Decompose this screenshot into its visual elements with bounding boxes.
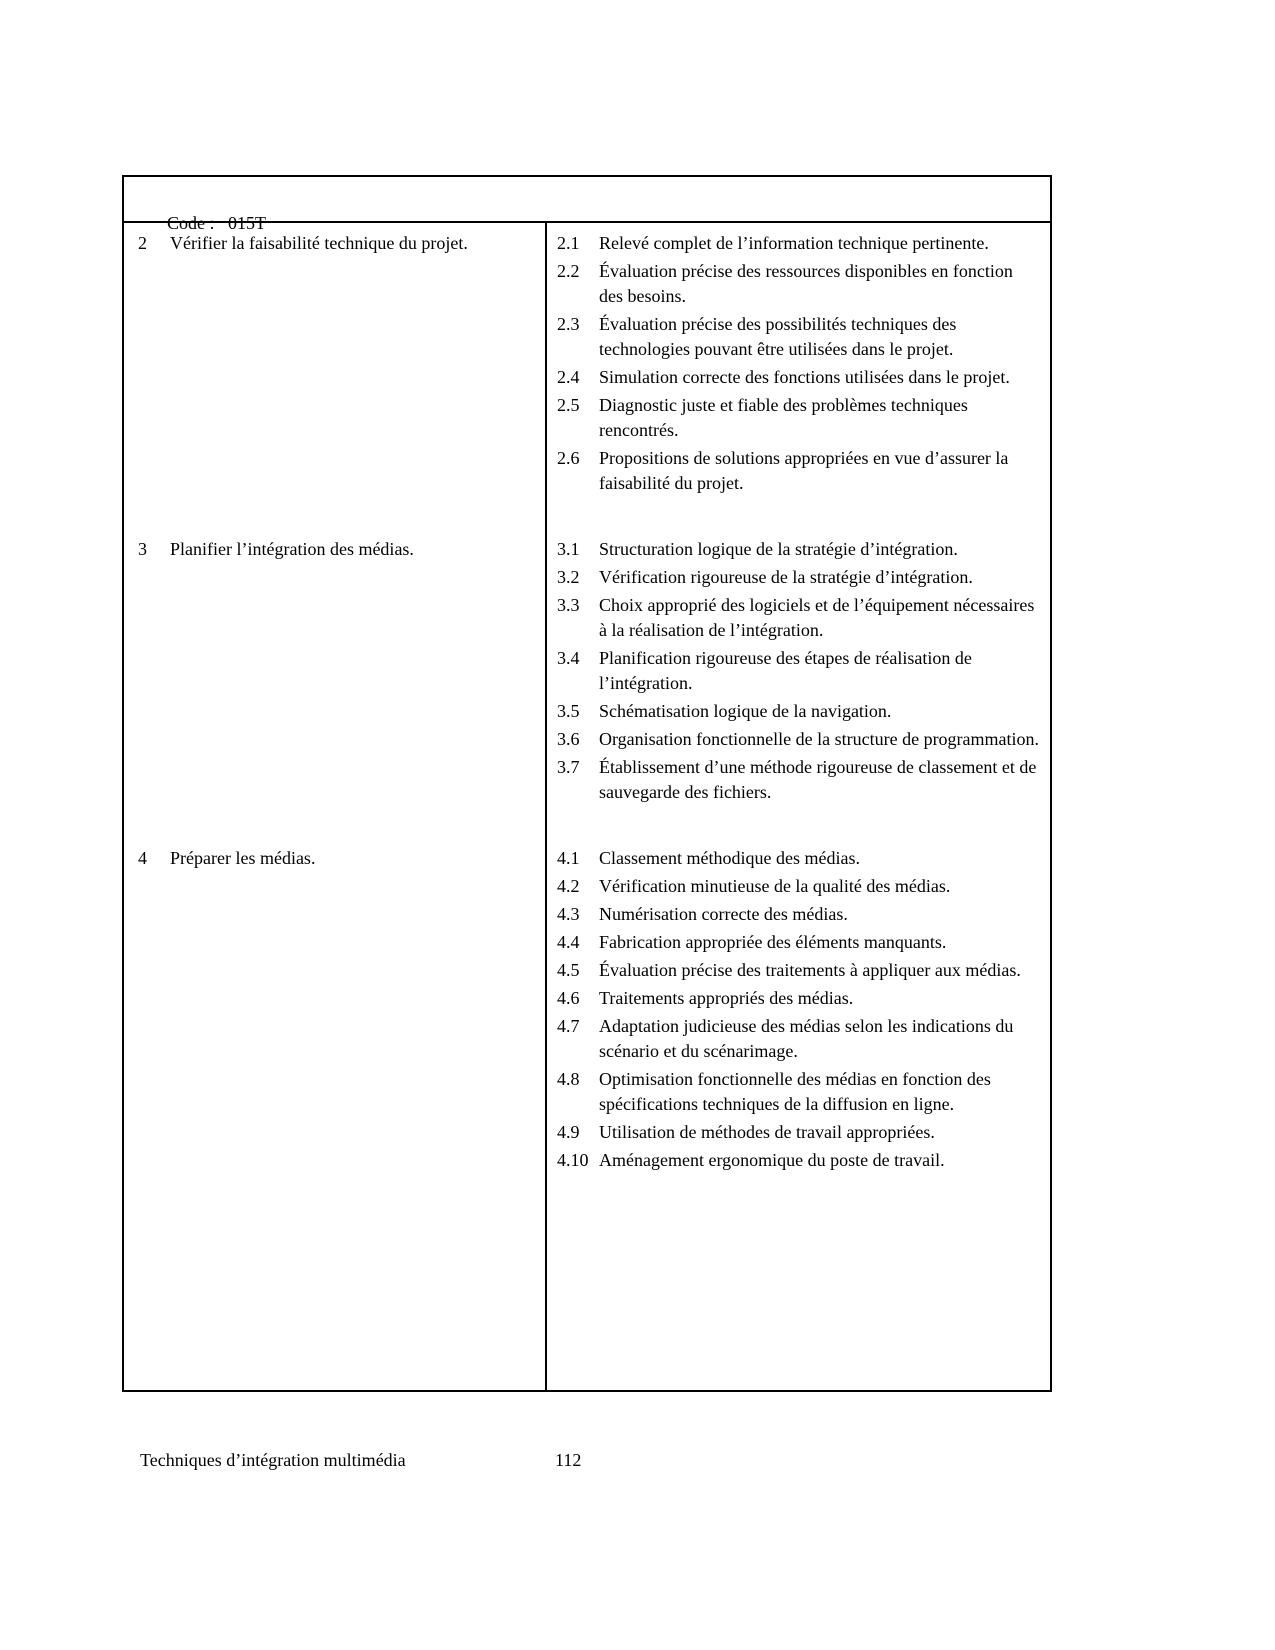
criterion-item — [557, 986, 1040, 1011]
criterion-item — [557, 727, 1040, 752]
objective-cell-2 — [124, 223, 547, 529]
objective-cell-4 — [124, 838, 547, 1390]
criterion-item — [557, 312, 1040, 362]
objective-title: Planifier l’intégration des médias. — [170, 539, 414, 559]
competency-table — [122, 175, 1052, 1392]
criterion-number: 2.2 — [557, 261, 580, 281]
criterion-item — [557, 1120, 1040, 1145]
code-label: Code : 015T — [167, 213, 266, 233]
criterion-item — [557, 1067, 1040, 1117]
criterion-item — [557, 393, 1040, 443]
criterion-text: Vérification rigoureuse de la stratégie d’intégration. — [599, 567, 973, 587]
objective-number: 4 — [138, 848, 147, 868]
criterion-number: 2.3 — [557, 314, 580, 334]
criterion-number: 3.4 — [557, 648, 580, 668]
criterion-number: 3.7 — [557, 757, 580, 777]
criterion-text: Aménagement ergonomique du poste de travail. — [599, 1150, 945, 1170]
criterion-item — [557, 902, 1040, 927]
criterion-number: 2.1 — [557, 233, 580, 253]
criterion-number: 2.5 — [557, 395, 580, 415]
criterion-item — [557, 846, 1040, 871]
criterion-item — [557, 259, 1040, 309]
criterion-text: Numérisation correcte des médias. — [599, 904, 848, 924]
criterion-text: Traitements appropriés des médias. — [599, 988, 854, 1008]
criterion-number: 3.1 — [557, 539, 580, 559]
criterion-text: Organisation fonctionnelle de la structure de programmation. — [599, 729, 1040, 749]
criterion-text: Relevé complet de l’information technique pertinente. — [599, 233, 989, 253]
criterion-number: 3.2 — [557, 567, 580, 587]
criterion-number: 4.3 — [557, 904, 580, 924]
criterion-item — [557, 958, 1040, 983]
criteria-cell-2 — [547, 223, 1050, 529]
criteria-cell-3 — [547, 529, 1050, 838]
code-header-row — [124, 177, 1050, 233]
criterion-item — [557, 699, 1040, 724]
criterion-number: 4.5 — [557, 960, 580, 980]
criteria-cell-4 — [547, 838, 1050, 1390]
criterion-item — [557, 446, 1040, 496]
criterion-number: 4.6 — [557, 988, 580, 1008]
criterion-number: 2.6 — [557, 448, 580, 468]
criterion-text: Schématisation logique de la navigation. — [599, 701, 892, 721]
criterion-number: 3.6 — [557, 729, 580, 749]
criterion-number: 4.4 — [557, 932, 580, 952]
criterion-text: Évaluation précise des ressources disponibles en fonction des besoins. — [599, 261, 1013, 306]
criterion-item — [557, 1148, 1040, 1173]
criterion-text: Utilisation de méthodes de travail appropriées. — [599, 1122, 935, 1142]
footer-document-title: Techniques d’intégration multimédia — [140, 1450, 406, 1470]
page-footer — [0, 1448, 1275, 1474]
criterion-number: 4.7 — [557, 1016, 580, 1036]
criterion-item — [557, 231, 1040, 256]
criterion-text: Classement méthodique des médias. — [599, 848, 860, 868]
objective-cell-3 — [124, 529, 547, 838]
criterion-text: Vérification minutieuse de la qualité des médias. — [599, 876, 951, 896]
criterion-item — [557, 930, 1040, 955]
criterion-item — [557, 565, 1040, 590]
criterion-number: 3.3 — [557, 595, 580, 615]
criterion-text: Planification rigoureuse des étapes de réalisation de l’intégration. — [599, 648, 972, 693]
criterion-item — [557, 1014, 1040, 1064]
criterion-text: Choix approprié des logiciels et de l’équipement nécessaires à la réalisation de l’intégration. — [599, 595, 1035, 640]
criterion-text: Diagnostic juste et fiable des problèmes techniques rencontrés. — [599, 395, 968, 440]
objective-title: Préparer les médias. — [170, 848, 316, 868]
criterion-item — [557, 593, 1040, 643]
criterion-text: Adaptation judicieuse des médias selon les indications du scénario et du scénarimage. — [599, 1016, 1014, 1061]
criterion-text: Évaluation précise des possibilités techniques des technologies pouvant être utilisées dans le projet. — [599, 314, 957, 359]
criterion-text: Propositions de solutions appropriées en vue d’assurer la faisabilité du projet. — [599, 448, 1009, 493]
criterion-number: 4.1 — [557, 848, 580, 868]
criterion-number: 4.8 — [557, 1069, 580, 1089]
objective-number: 3 — [138, 539, 147, 559]
objective-number: 2 — [138, 233, 147, 253]
criterion-number: 2.4 — [557, 367, 580, 387]
criterion-number: 4.9 — [557, 1122, 580, 1142]
page-number: 112 — [555, 1450, 582, 1470]
criterion-item — [557, 646, 1040, 696]
criterion-number: 3.5 — [557, 701, 580, 721]
criterion-text: Établissement d’une méthode rigoureuse de classement et de sauvegarde des fichiers. — [599, 757, 1037, 802]
criterion-text: Optimisation fonctionnelle des médias en fonction des spécifications techniques de la diffusion en ligne. — [599, 1069, 991, 1114]
criterion-item — [557, 874, 1040, 899]
objective-title: Vérifier la faisabilité technique du projet. — [170, 233, 468, 253]
criterion-text: Fabrication appropriée des éléments manquants. — [599, 932, 947, 952]
criterion-item — [557, 365, 1040, 390]
criterion-text: Simulation correcte des fonctions utilisées dans le projet. — [599, 367, 1010, 387]
criterion-number: 4.2 — [557, 876, 580, 896]
criterion-text: Structuration logique de la stratégie d’intégration. — [599, 539, 958, 559]
criterion-item — [557, 755, 1040, 805]
criterion-text: Évaluation précise des traitements à appliquer aux médias. — [599, 960, 1021, 980]
criterion-number: 4.10 — [557, 1150, 589, 1170]
criterion-item — [557, 537, 1040, 562]
table-body — [124, 223, 1050, 1390]
